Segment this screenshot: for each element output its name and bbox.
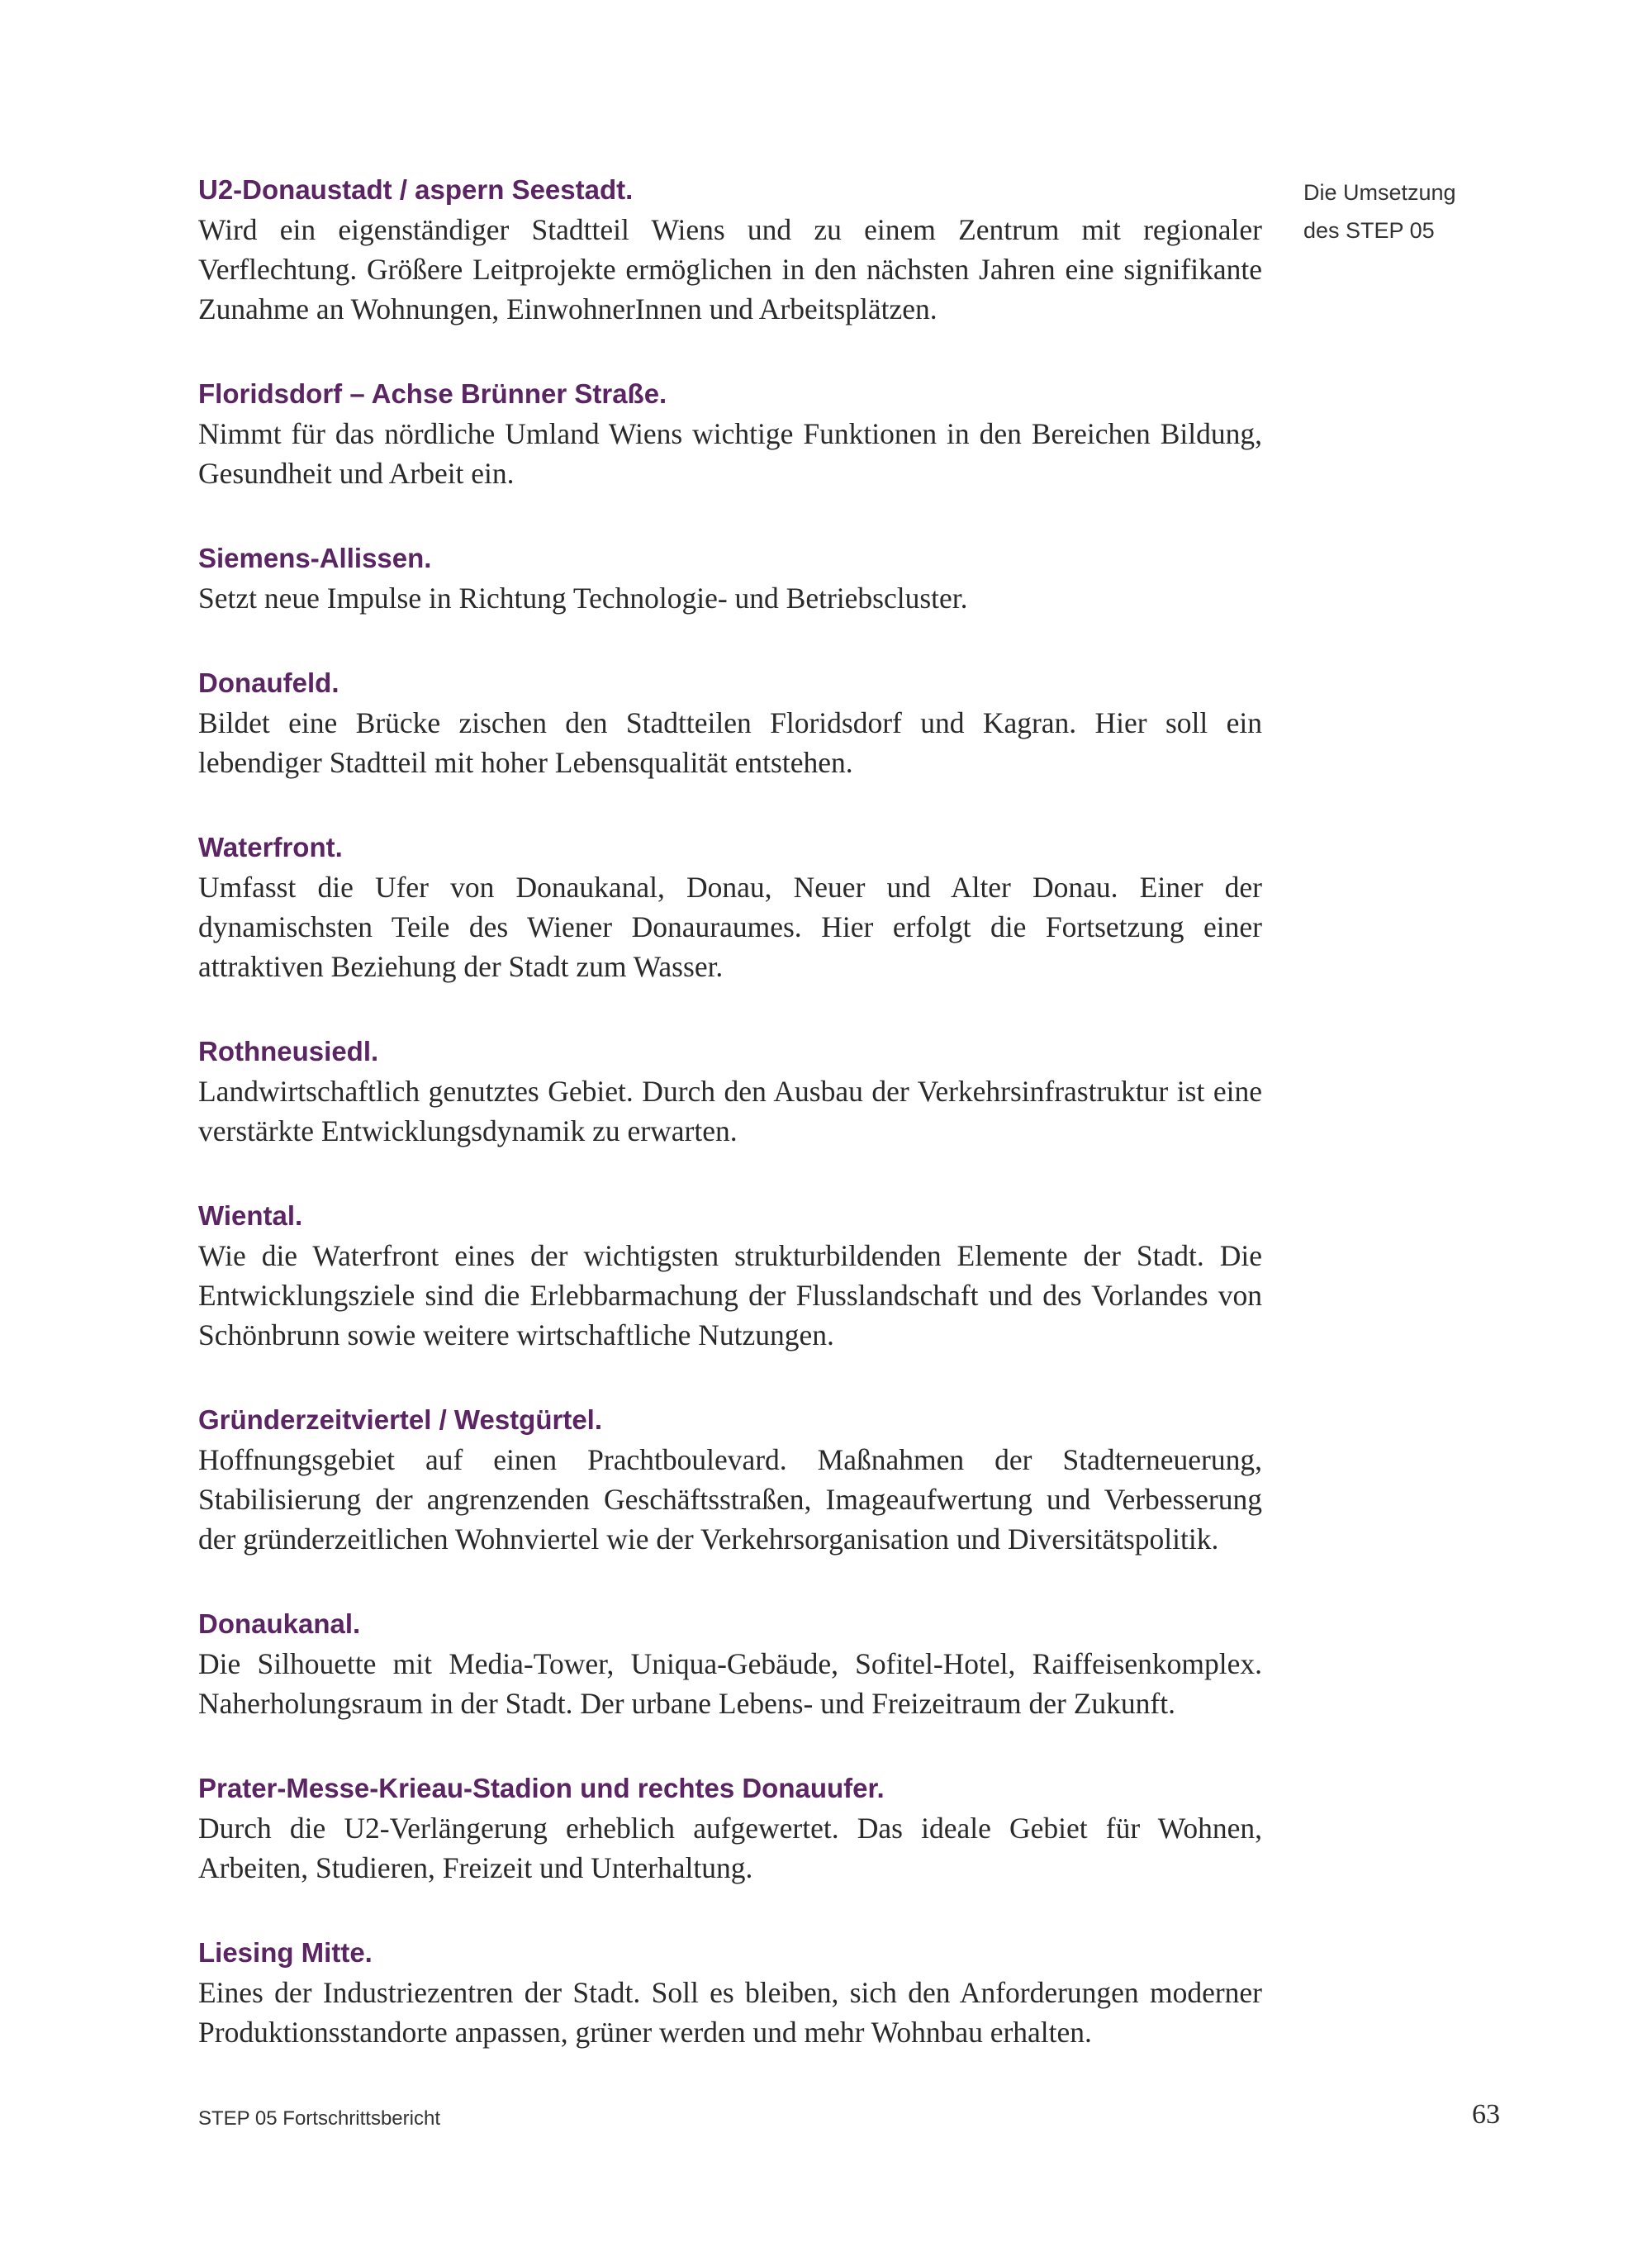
- section-heading: Waterfront.: [198, 832, 343, 862]
- section-body: Wird ein eigenständiger Stadtteil Wiens und zu einem Zentrum mit regionaler Verflechtung. Größere Leitprojekte ermöglichen in den nächsten Jahren eine signifikante Zunahme an Wohnungen, EinwohnerInnen und Arbeitsplätzen.: [198, 213, 1262, 325]
- section-heading: Siemens-Allissen.: [198, 543, 432, 573]
- section-body: Eines der Industriezentren der Stadt. Soll es bleiben, sich den Anforderungen moderner Produktionsstandorte anpassen, grüner werden und mehr Wohnbau erhalten.: [198, 1976, 1262, 2049]
- section-body: Durch die U2-Verlängerung erheblich aufgewertet. Das ideale Gebiet für Wohnen, Arbeiten, Studieren, Freizeit und Unterhaltung.: [198, 1812, 1262, 1884]
- section-floridsdorf: [198, 374, 1262, 493]
- section-prater: [198, 1769, 1262, 1888]
- section-body: Wie die Waterfront eines der wichtigsten strukturbildenden Elemente der Stadt. Die Entwicklungsziele sind die Erlebbarmachung der Flusslandschaft und des Vorlandes von Schönbrunn sowie weitere wirtschaftliche Nutzungen.: [198, 1239, 1262, 1351]
- section-liesing-mitte: [198, 1933, 1262, 2052]
- section-body: Umfasst die Ufer von Donaukanal, Donau, Neuer und Alter Donau. Einer der dynamischsten Teile des Wiener Donauraumes. Hier erfolgt die Fortsetzung einer attraktiven Beziehung der Stadt zum Wasser.: [198, 871, 1262, 983]
- section-u2-donaustadt: [198, 170, 1262, 329]
- section-rothneusiedl: [198, 1032, 1262, 1151]
- margin-note-line-1: Die Umsetzung: [1303, 180, 1456, 205]
- section-body: Nimmt für das nördliche Umland Wiens wichtige Funktionen in den Bereichen Bildung, Gesundheit und Arbeit ein.: [198, 417, 1262, 490]
- footer-title: STEP 05 Fortschrittsbericht: [198, 2107, 440, 2130]
- section-heading: Rothneusiedl.: [198, 1036, 379, 1066]
- margin-note: [1303, 173, 1485, 249]
- section-body: Bildet eine Brücke zischen den Stadtteilen Floridsdorf und Kagran. Hier soll ein lebendiger Stadtteil mit hoher Lebensqualität entstehen.: [198, 706, 1262, 779]
- section-heading: Prater-Messe-Krieau-Stadion und rechtes Donauufer.: [198, 1773, 885, 1803]
- section-heading: Floridsdorf – Achse Brünner Straße.: [198, 378, 667, 409]
- section-heading: Gründerzeitviertel / Westgürtel.: [198, 1404, 603, 1435]
- section-waterfront: [198, 828, 1262, 986]
- section-heading: Donaufeld.: [198, 667, 339, 698]
- section-donaukanal: [198, 1604, 1262, 1723]
- section-wiental: [198, 1196, 1262, 1355]
- section-heading: Donaukanal.: [198, 1608, 361, 1639]
- section-heading: Wiental.: [198, 1200, 303, 1231]
- section-body: Setzt neue Impulse in Richtung Technologie- und Betriebscluster.: [198, 582, 968, 615]
- margin-note-line-2: des STEP 05: [1303, 218, 1435, 243]
- page-number: 63: [1472, 2099, 1500, 2130]
- section-heading: U2-Donaustadt / aspern Seestadt.: [198, 174, 634, 205]
- section-gruenderzeitviertel: [198, 1400, 1262, 1559]
- section-body: Landwirtschaftlich genutztes Gebiet. Durch den Ausbau der Verkehrsinfrastruktur ist eine verstärkte Entwicklungsdynamik zu erwarten.: [198, 1075, 1262, 1147]
- main-text-column: [198, 170, 1262, 2097]
- section-siemens-allissen: [198, 539, 1262, 618]
- section-body: Hoffnungsgebiet auf einen Prachtboulevard. Maßnahmen der Stadterneuerung, Stabilisierung der angrenzenden Geschäftsstraßen, Imageaufwertung und Verbesserung der gründerzeitlichen Wohnviertel wie der Verkehrsorganisation und Diversitätspolitik.: [198, 1443, 1262, 1556]
- section-heading: Liesing Mitte.: [198, 1937, 373, 1968]
- section-donaufeld: [198, 663, 1262, 782]
- section-body: Die Silhouette mit Media-Tower, Uniqua-Gebäude, Sofitel-Hotel, Raiffeisenkomplex. Naherholungsraum in der Stadt. Der urbane Lebens- und Freizeitraum der Zukunft.: [198, 1647, 1262, 1720]
